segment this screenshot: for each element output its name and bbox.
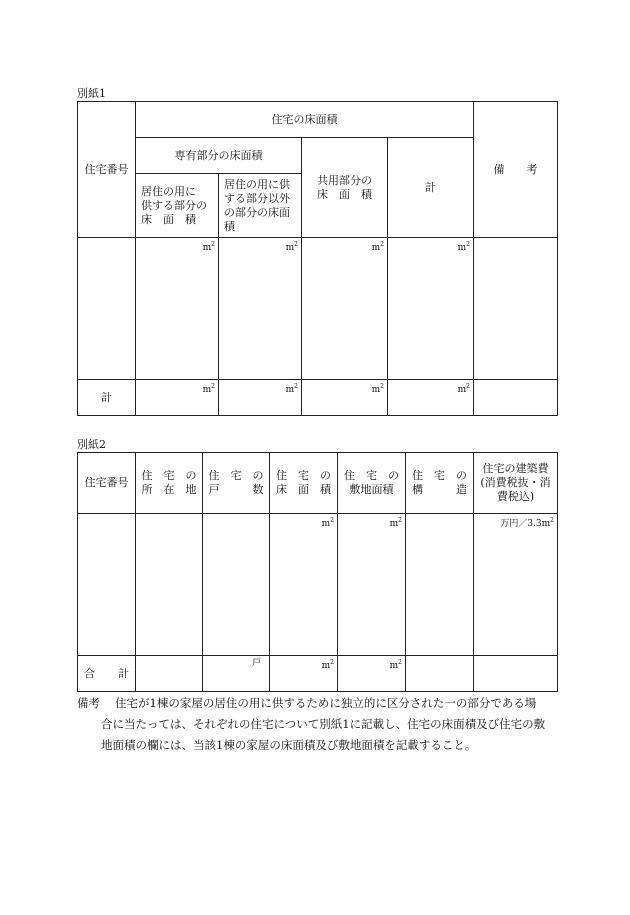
header2-site-area: 住 宅 の 敷地面積: [338, 453, 406, 514]
header2-units: 住 宅 の 戸 数: [203, 453, 270, 514]
data-remarks-cell[interactable]: [474, 238, 558, 380]
total2-location-cell[interactable]: [136, 656, 203, 692]
header-nonresidential-area: 居住の用に供 する部分以外 の部分の床面 積: [219, 174, 302, 238]
header2-structure: 住 宅 の 構 造: [406, 453, 474, 514]
header-remarks: 備 考: [474, 102, 558, 238]
note-line-3: 地面積の欄には、当該1棟の家屋の床面積及び敷地面積を記載すること。: [101, 738, 477, 752]
data2-location-cell[interactable]: [136, 514, 203, 656]
data2-cost-cell[interactable]: 万円$/3.3m^2$: [474, 514, 558, 656]
header-house-no: 住宅番号: [78, 102, 136, 238]
sheet2-title: 別紙2: [77, 438, 106, 451]
data2-units-cell[interactable]: [203, 514, 270, 656]
total2-cost-cell[interactable]: [474, 656, 558, 692]
total-subtotal-cell[interactable]: $m^2$: [388, 380, 474, 416]
total2-site-cell[interactable]: $m^2$: [338, 656, 406, 692]
sheet1-title: 別紙1: [77, 87, 106, 100]
data2-site-cell[interactable]: $m^2$: [338, 514, 406, 656]
total2-label: 合 計: [78, 656, 136, 692]
header-subtotal: 計: [388, 138, 474, 238]
data-nonresidential-cell[interactable]: $m^2$: [219, 238, 302, 380]
sheet1-data-row: [78, 238, 558, 380]
total-common-cell[interactable]: $m^2$: [302, 380, 388, 416]
data2-structure-cell[interactable]: [406, 514, 474, 656]
total-residential-cell[interactable]: $m^2$: [136, 380, 219, 416]
total2-floor-cell[interactable]: $m^2$: [270, 656, 338, 692]
data2-floor-cell[interactable]: $m^2$: [270, 514, 338, 656]
data2-house-no-cell[interactable]: [78, 514, 136, 656]
sheet2-total-row: [78, 656, 558, 692]
header2-construction-cost: 住宅の建築費 (消費税抜・消 費税込): [474, 453, 558, 514]
note-label: 備考: [77, 696, 100, 710]
header-exclusive-area: 専有部分の床面積: [136, 138, 302, 174]
note-line-2: 合に当たっては、それぞれの住宅について別紙1に記載し、住宅の床面積及び住宅の敷: [101, 717, 546, 731]
total-label: 計: [78, 380, 136, 416]
total2-units-cell[interactable]: 戸: [203, 656, 270, 692]
data-house-no-cell[interactable]: [78, 238, 136, 380]
header-common-area: 共用部分の 床 面 積: [302, 138, 388, 238]
data-subtotal-cell[interactable]: $m^2$: [388, 238, 474, 380]
header-floor-area: 住宅の床面積: [136, 102, 474, 138]
header2-floor-area: 住 宅 の 床 面 積: [270, 453, 338, 514]
total-nonresidential-cell[interactable]: $m^2$: [219, 380, 302, 416]
data-common-cell[interactable]: $m^2$: [302, 238, 388, 380]
total2-structure-cell[interactable]: [406, 656, 474, 692]
header-residential-area: 居住の用に 供する部分の 床 面 積: [136, 174, 219, 238]
sheet2-data-row: [78, 514, 558, 656]
sheet2-table: [77, 452, 558, 692]
sheet1-table: [77, 101, 558, 416]
data-residential-cell[interactable]: $m^2$: [136, 238, 219, 380]
header2-house-no: 住宅番号: [78, 453, 136, 514]
header2-location: 住 宅 の 所 在 地: [136, 453, 203, 514]
sheet1-total-row: [78, 380, 558, 416]
note-line-1: 住宅が1棟の家屋の居住の用に供するために独立的に区分された一の部分である場: [115, 696, 537, 710]
total-remarks-cell[interactable]: [474, 380, 558, 416]
